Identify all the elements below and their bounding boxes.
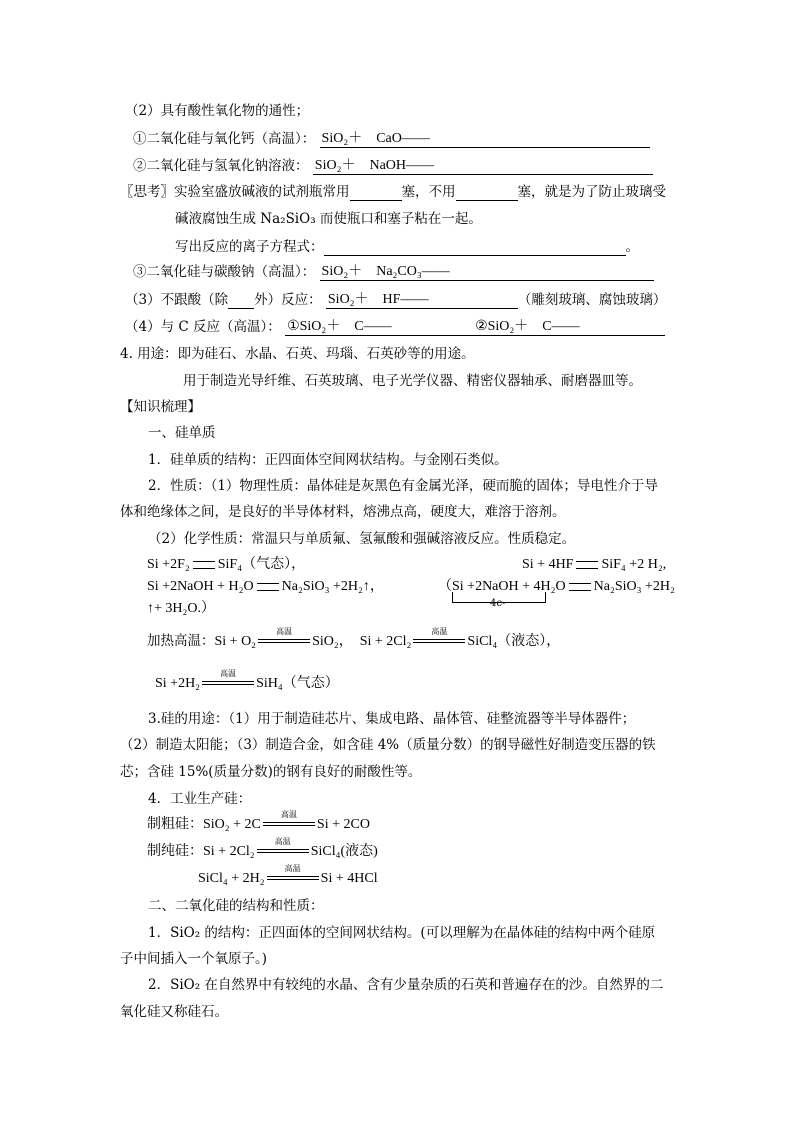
- answer-blank: SiO₂＋ HF——: [326, 291, 518, 309]
- industrial-pure-1: 制纯硅：Si + 2Cl₂ 高温 SiCl₄(液态): [147, 837, 378, 859]
- electron-transfer-label: 4e-: [490, 598, 506, 609]
- reaction-si-naoh-electron: （Si +2NaOH + 4H₂O Na₂SiO₃ +2H₂: [438, 579, 675, 594]
- silica-nature-2: 氧化硅又称硅石。: [120, 1004, 228, 1020]
- industrial-heading: 4．工业生产硅：: [148, 791, 252, 807]
- answer-blank: SiO₂＋ CaO——: [320, 130, 650, 148]
- reaction-arrow: 高温: [202, 675, 254, 693]
- section-3: （3）不跟酸（除 外）反应： SiO₂＋ HF—— （雕刻玻璃、腐蚀玻璃）: [125, 292, 667, 308]
- think-line-3: 写出反应的离子方程式： 。: [175, 239, 639, 255]
- silicon-uses-3: 芯；含硅 15%(质量分数)的钢有良好的耐酸性等。: [120, 764, 422, 780]
- reaction-label: ②二氧化硅与氢氧化钠溶液：: [133, 158, 309, 174]
- reaction-sio2-cao: [133, 130, 650, 148]
- silicon-structure: 1．硅单质的结构：正四面体空间网状结构。与金刚石类似。: [148, 452, 508, 468]
- silica-structure-2: 子中间插入一个氧原子。): [120, 951, 268, 967]
- industrial-crude: 制粗硅：SiO₂ + 2C 高温 Si + 2CO: [147, 810, 370, 832]
- reaction-arrow: 高温: [263, 816, 315, 834]
- silica-nature-1: 2．SiO₂ 在自然界中有较纯的水晶、含有少量杂质的石英和普遍存在的沙。自然界的二: [148, 977, 664, 993]
- fill-blank: [456, 185, 518, 201]
- reaction-arrow: 高温: [267, 870, 319, 888]
- reaction-sio2-naoh: [133, 157, 653, 175]
- fill-blank: [350, 185, 402, 201]
- reaction-label: ①二氧化硅与氧化钙（高温）：: [133, 131, 316, 147]
- reaction-si-hf: Si + 4HF SiF₄ +2 H₂,: [522, 557, 667, 572]
- answer-blank: ②SiO₂＋ C——: [473, 318, 665, 336]
- uses-heading: 4. 用途：即为硅石、水晶、石英、玛瑙、石英砂等的用途。: [120, 346, 475, 362]
- silicon-uses-2: （2）制造太阳能；（3）制造合金，如含硅 4%（质量分数）的钢导磁性好制造变压器的铁: [120, 737, 656, 753]
- silicon-physical-2: 体和绝缘体之间，是良好的半导体材料，熔沸点高，硬度大，难溶于溶剂。: [120, 504, 566, 520]
- fill-blank: [228, 293, 254, 309]
- reaction-si-naoh: Si +2NaOH + H₂O Na₂SiO₃ +2H₂↑，: [147, 579, 384, 594]
- think-question: 〖思考〗实验室盛放碱液的试剂瓶常用 塞，不用 塞，就是为了防止玻璃受: [120, 184, 666, 200]
- answer-blank: ①SiO₂＋ C——: [285, 318, 473, 336]
- reaction-si-h2: Si +2H₂ 高温 SiH₄（气态）: [155, 669, 339, 691]
- answer-blank: SiO₂＋ NaOH——: [313, 157, 653, 175]
- section-silicon: 一、硅单质: [148, 425, 216, 441]
- section-2-title: （2）具有酸性氧化物的通性；: [125, 103, 310, 119]
- reaction-arrow: 高温: [257, 843, 309, 861]
- silica-structure-1: 1．SiO₂ 的结构：正四面体的空间网状结构。(可以理解为在晶体硅的结构中两个硅原: [148, 925, 656, 941]
- section-silica: 二、二氧化硅的结构和性质：: [148, 898, 324, 914]
- reaction-continued: ↑+ 3H₂O.）: [147, 601, 215, 616]
- silicon-uses-1: 3.硅的用途：（1）用于制造硅芯片、集成电路、晶体管、硅整流器等半导体器件；: [148, 711, 636, 727]
- silicon-chemical: （2）化学性质：常温只与单质氟、氢氟酸和强碱溶液反应。性质稳定。: [148, 531, 576, 547]
- reaction-arrow: 高温: [258, 633, 310, 651]
- knowledge-heading: 【知识梳理】: [120, 399, 201, 415]
- section-4: （4）与 C 反应（高温）： ①SiO₂＋ C—— ②SiO₂＋ C——: [125, 318, 665, 336]
- heat-reactions: 加热高温：Si + O₂ 高温 SiO₂， Si + 2Cl₂ 高温 SiCl₄（液态），: [147, 627, 561, 649]
- reaction-sio2-na2co3: ③二氧化硅与碳酸钠（高温）： SiO₂＋ Na₂CO₃——: [133, 263, 654, 281]
- answer-blank: SiO₂＋ Na₂CO₃——: [320, 263, 654, 281]
- silicon-physical-1: 2．性质：（1）物理性质：晶体硅是灰黑色有金属光泽，硬而脆的固体；导电性介于导: [148, 478, 658, 494]
- fill-blank: [324, 240, 626, 256]
- reaction-arrow: 高温: [413, 633, 465, 651]
- think-line-2: 碱液腐蚀生成 Na₂SiO₃ 而使瓶口和塞子粘在一起。: [175, 211, 482, 227]
- industrial-pure-2: SiCl₄ + 2H₂ 高温 Si + 4HCl: [198, 864, 378, 886]
- uses-detail: 用于制造光导纤维、石英玻璃、电子光学仪器、精密仪器轴承、耐磨器皿等。: [183, 373, 642, 389]
- reaction-si-f2: Si +2F₂ SiF₄（气态），: [147, 557, 306, 572]
